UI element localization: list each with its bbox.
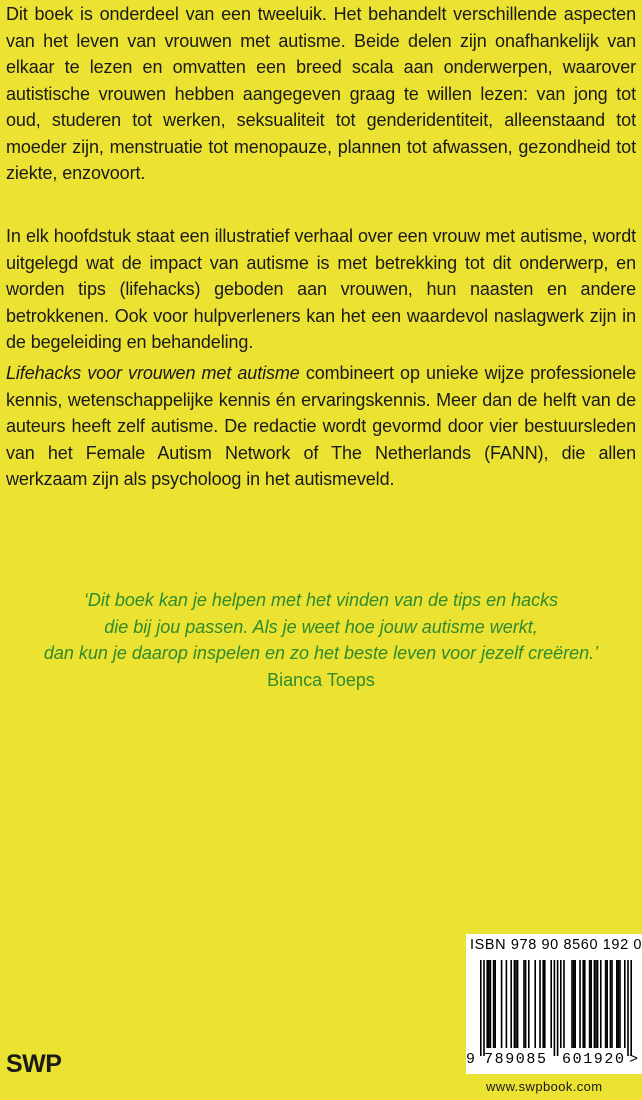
barcode-bar	[589, 960, 591, 1048]
barcode-bar	[618, 960, 620, 1048]
barcode-left-digits: 789085	[484, 1051, 548, 1068]
barcode-bar	[579, 960, 581, 1048]
barcode-end-mark: >	[629, 1051, 639, 1068]
barcode-bar	[584, 960, 586, 1048]
barcode-bar	[501, 960, 503, 1048]
barcode-bar	[606, 960, 608, 1048]
isbn-label: ISBN 978 90 8560 192 0	[470, 937, 642, 953]
barcode-bar	[619, 960, 621, 1048]
barcode-bar	[582, 960, 584, 1048]
barcode-bars	[466, 958, 642, 1058]
barcode-bar	[534, 960, 536, 1048]
barcode-guard-bar	[627, 960, 629, 1056]
barcode-bar	[490, 960, 492, 1048]
paragraph-3-text: combineert op unieke wijze professionele kennis, wetenschappelijke kennis én ervaringskennis. Meer dan de helft van de auteurs heeft zelf autisme. De redactie wordt gevormd door vier bestuursleden van het Female Autism Network of The Netherlands (FANN), die allen werkzaam zijn als psycholoog in het autismeveld.	[6, 363, 636, 489]
barcode-bar	[563, 960, 565, 1048]
barcode-bar	[573, 960, 575, 1048]
barcode-guard-bar	[554, 960, 556, 1056]
barcode-bar	[610, 960, 612, 1048]
book-title: Lifehacks voor vrouwen met autisme	[6, 363, 300, 383]
quote-line-2: die bij jou passen. Als je weet hoe jouw autisme werkt,	[104, 616, 538, 637]
barcode-bar	[488, 960, 490, 1048]
barcode-bar	[517, 960, 519, 1048]
barcode-bar	[600, 960, 602, 1048]
quote-author: Bianca Toeps	[267, 669, 375, 690]
barcode-bar	[590, 960, 592, 1048]
barcode-bar	[594, 960, 596, 1048]
quote-line-1: ‘Dit boek kan je helpen met het vinden van de tips en hacks	[83, 590, 559, 610]
barcode-bar	[493, 960, 495, 1048]
barcode-bar	[560, 960, 562, 1048]
publisher-website: www.swpbook.com	[486, 1079, 603, 1094]
barcode-bar	[605, 960, 607, 1048]
barcode-bar	[574, 960, 576, 1048]
barcode-guard-bar	[483, 960, 485, 1056]
barcode-bar	[624, 960, 626, 1048]
barcode-bar	[494, 960, 496, 1048]
barcode-bar	[514, 960, 516, 1048]
endorsement-quote	[0, 587, 642, 693]
barcode-digits	[466, 1049, 642, 1071]
description-paragraph-3	[6, 360, 636, 493]
barcode-guard-bar	[630, 960, 632, 1056]
barcode-bar	[597, 960, 599, 1048]
barcode-bar	[611, 960, 613, 1048]
barcode-bar	[550, 960, 552, 1048]
barcode-guard-bar	[557, 960, 559, 1056]
barcode-guard-bar	[480, 960, 482, 1056]
barcode-bar	[571, 960, 573, 1048]
barcode-bar	[515, 960, 517, 1048]
barcode-bar	[539, 960, 541, 1048]
barcode-right-digits: 601920	[562, 1051, 626, 1068]
barcode-bar	[523, 960, 525, 1048]
barcode-bar	[542, 960, 544, 1048]
quote-line-3: dan kun je daarop inspelen en zo het beste leven voor jezelf creëren.’	[43, 643, 599, 663]
barcode-bar	[528, 960, 530, 1048]
swp-logo: SWP	[6, 1050, 62, 1078]
description-paragraph-1: Dit boek is onderdeel van een tweeluik. Het behandelt verschillende aspecten van het leven van vrouwen met autisme. Beide delen zijn onafhankelijk van elkaar te lezen en omvatten een breed scala aan onderwerpen, waarover autistische vrouwen hebben aangegeven graag te willen lezen: van jong tot oud, studeren tot werken, seksualiteit tot genderidentiteit, alleenstaand tot moeder zijn, menstruatie tot menopauze, plannen tot afwassen, gezondheid tot ziekte, enzovoort.	[6, 4, 636, 183]
description-paragraph-2: In elk hoofdstuk staat een illustratief verhaal over een vrouw met autisme, wordt uitgelegd wat de impact van autisme is met betrekking tot dit onderwerp, en worden tips (lifehacks) geboden aan vrouwen, hun naasten en andere betrokkenen. Ook voor hulpverleners kan het een waardevol naslagwerk zijn in de begeleiding en behandeling.	[6, 226, 636, 352]
barcode-bar	[525, 960, 527, 1048]
barcode-bar	[486, 960, 488, 1048]
barcode-bar	[616, 960, 618, 1048]
barcode-bar	[506, 960, 508, 1048]
barcode-bar	[544, 960, 546, 1048]
barcode-bar	[510, 960, 512, 1048]
barcode-bar	[595, 960, 597, 1048]
barcode-first-digit: 9	[466, 1051, 476, 1068]
